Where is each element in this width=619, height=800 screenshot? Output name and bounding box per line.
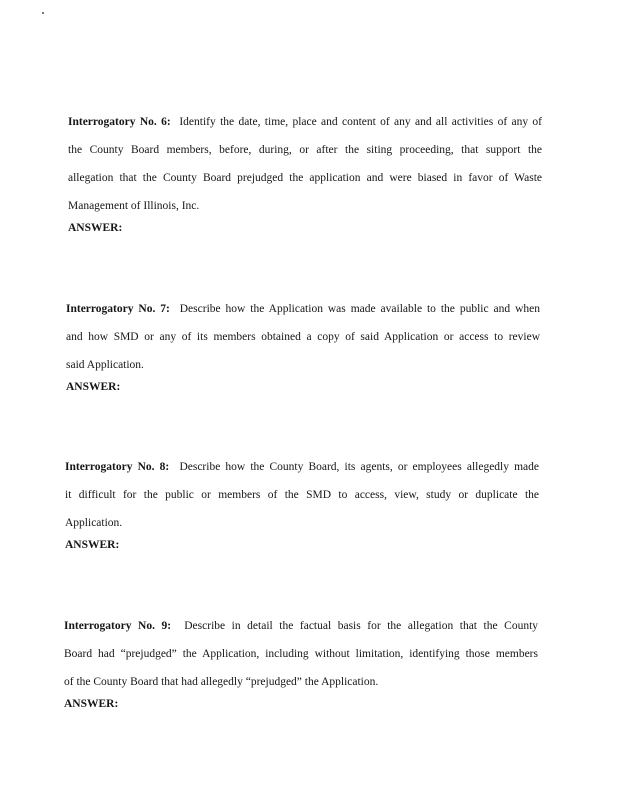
interrogatory-8-line-3: Application. bbox=[65, 517, 123, 529]
interrogatory-9-line-2: Board had “prejudged” the Application, including without limitation, identifying those members bbox=[64, 648, 538, 660]
interrogatory-6-label: Interrogatory No. 6: bbox=[68, 116, 171, 128]
interrogatory-8 bbox=[65, 453, 539, 555]
interrogatory-6-line-2: the County Board members, before, during, or after the siting proceeding, that support the bbox=[68, 144, 542, 156]
interrogatory-7-line-1: Describe how the Application was made available to the public and when bbox=[179, 303, 540, 315]
interrogatory-7 bbox=[66, 295, 540, 397]
interrogatory-9 bbox=[64, 612, 538, 714]
interrogatory-9-first-line bbox=[64, 612, 538, 640]
interrogatory-7-answer: ANSWER: bbox=[66, 381, 121, 393]
interrogatory-9-line-1: Describe in detail the factual basis for the allegation that the County bbox=[184, 620, 539, 632]
interrogatory-6-answer: ANSWER: bbox=[68, 222, 123, 234]
interrogatory-6 bbox=[68, 108, 542, 238]
interrogatory-8-label: Interrogatory No. 8: bbox=[65, 461, 170, 473]
interrogatory-9-label: Interrogatory No. 9: bbox=[64, 620, 172, 632]
interrogatory-8-line-2: it difficult for the public or members of the SMD to access, view, study or duplicate the bbox=[65, 489, 539, 501]
interrogatory-8-line-1: Describe how the County Board, its agents, or employees allegedly made bbox=[179, 461, 540, 473]
interrogatory-8-first-line bbox=[65, 453, 539, 481]
interrogatory-6-first-line bbox=[68, 108, 542, 136]
interrogatory-9-line-3: of the County Board that had allegedly “prejudged” the Application. bbox=[64, 676, 379, 688]
interrogatory-6-line-1: Identify the date, time, place and content of any and all activities of any of bbox=[179, 116, 543, 128]
interrogatory-6-line-3: allegation that the County Board prejudged the application and were biased in favor of Waste bbox=[68, 172, 542, 184]
interrogatory-6-line-4: Management of Illinois, Inc. bbox=[68, 200, 200, 212]
interrogatory-7-line-2: and how SMD or any of its members obtained a copy of said Application or access to review bbox=[66, 331, 540, 343]
interrogatory-7-first-line bbox=[66, 295, 540, 323]
interrogatory-8-answer: ANSWER: bbox=[65, 539, 120, 551]
interrogatory-7-label: Interrogatory No. 7: bbox=[66, 303, 170, 315]
interrogatory-7-line-3: said Application. bbox=[66, 359, 144, 371]
interrogatory-9-answer: ANSWER: bbox=[64, 698, 119, 710]
scan-speck bbox=[42, 12, 44, 14]
